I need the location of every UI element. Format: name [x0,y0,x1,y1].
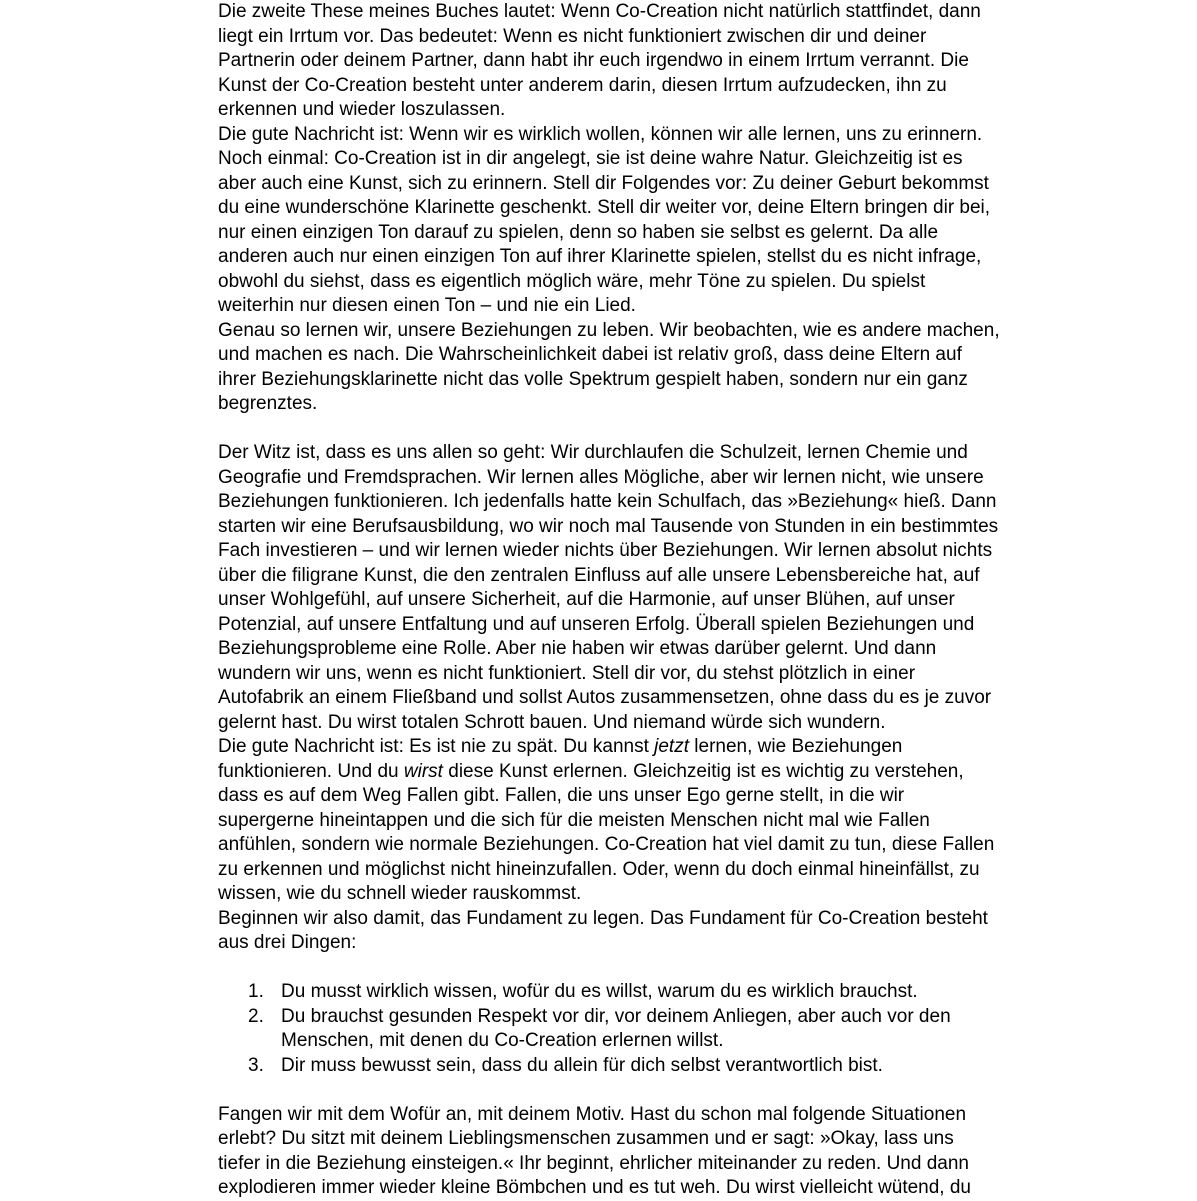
text-line: Beziehungsprobleme eine Rolle. Aber nie haben wir etwas darüber gelernt. Und dann [218,638,937,659]
text-line: Beginnen wir also damit, das Fundament zu legen. Das Fundament für Co-Creation besteht [218,907,988,929]
blank-line [218,956,1008,981]
text-line: wundern wir uns, wenn es nicht funktioniert. Stell dir vor, du stehst plötzlich in einer [218,662,916,684]
text-line: gelernt hast. Du wirst totalen Schrott bauen. Und niemand würde sich wundern. [218,711,886,733]
text-line: anderen auch nur einen einzigen Ton auf ihrer Klarinette spielen, stellst du es nicht infrage, [218,246,982,267]
text-line: begrenztes. [218,393,318,414]
list-item-1 [218,980,1008,1005]
list-item-text [281,1054,883,1079]
list-item-text [281,980,918,1005]
text-line: und machen es nach. Die Wahrscheinlichkeit dabei ist relativ groß, dass deine Eltern auf [218,344,962,365]
text-line: liegt ein Irrtum vor. Das bedeutet: Wenn es nicht funktioniert zwischen dir und deiner [218,25,927,47]
text-line: Fach investieren – und wir lernen wieder nichts über Beziehungen. Wir lernen absolut nichts [218,540,993,561]
text-line: Geografie und Fremdsprachen. Wir lernen alles Mögliche, aber wir lernen nicht, wie unsere [218,466,984,488]
paragraph-nie-zu-spaet [218,735,1008,907]
paragraph-genau-so-lernen [218,319,1008,417]
text-line: Die zweite These meines Buches lautet: Wenn Co-Creation nicht natürlich stattfindet, dann [218,1,981,22]
list-item-text [281,1005,951,1054]
text-line: Autofabrik an einem Fließband und sollst Autos zusammensetzen, ohne dass du es je zuvor [218,687,992,708]
text-line: Partnerin oder deinem Partner, dann habt ihr euch irgendwo in einem Irrtum verrannt. Die [218,50,969,71]
text-line: aus drei Dingen: [218,932,357,953]
text-line: Menschen, mit denen du Co-Creation erlernen willst. [281,1030,724,1051]
text-line: erlebt? Du sitzt mit deinem Lieblingsmenschen zusammen und er sagt: »Okay, lass uns [218,1128,954,1149]
text-line: funktionieren. Und du wirst diese Kunst erlernen. Gleichzeitig ist es wichtig zu verstehen, [218,760,964,782]
text-line: Potenzial, auf unsere Entfaltung und auf unseren Erfolg. Überall spielen Beziehungen und [218,613,975,635]
text-line: Die gute Nachricht ist: Es ist nie zu spät. Du kannst jetzt lernen, wie Beziehungen [218,736,903,757]
text-line: aber auch eine Kunst, sich zu erinnern. Stell dir Folgendes vor: Zu deiner Geburt bekommst [218,172,989,194]
numbered-list [218,980,1008,1078]
text-line: ihrer Beziehungsklarinette nicht das volle Spektrum gespielt haben, sondern nur ein ganz [218,368,968,390]
text-line: Die gute Nachricht ist: Wenn wir es wirklich wollen, können wir alle lernen, uns zu erinnern. [218,123,983,145]
text-line: obwohl du siehst, dass es eigentlich möglich wäre, mehr Töne zu spielen. Du spielst [218,270,926,292]
text-line: Genau so lernen wir, unsere Beziehungen zu leben. Wir beobachten, wie es andere machen, [218,319,1000,341]
text-line: weiterhin nur diesen einen Ton – und nie ein Lied. [218,295,636,316]
text-line: anfühlen, sondern wie normale Beziehungen. Co-Creation hat viel damit zu tun, diese Fallen [218,834,995,855]
paragraph-wofuer-motiv [218,1103,1008,1201]
text-line: dass es auf dem Weg Fallen gibt. Fallen, die uns unser Ego gerne stellt, in die wir [218,785,905,806]
text-column [218,0,1008,1201]
text-line: erkennen und wieder loszulassen. [218,99,506,120]
text-line: Fangen wir mit dem Wofür an, mit deinem Motiv. Hast du schon mal folgende Situationen [218,1103,967,1125]
blank-line [218,417,1008,442]
list-item-3 [218,1054,1008,1079]
text-line: nur einen einzigen Ton darauf zu spielen, denn so haben sie selbst es gelernt. Da alle [218,221,939,243]
text-line: zu erkennen und möglichst nicht hineinzufallen. Oder, wenn du doch einmal hineinfällst, zu [218,858,980,880]
paragraph-fundament [218,907,1008,956]
text-line: Kunst der Co-Creation besteht unter anderem darin, diesen Irrtum aufzudecken, ihn zu [218,74,947,96]
text-line: Noch einmal: Co-Creation ist in dir angelegt, sie ist deine wahre Natur. Gleichzeitig ist es [218,148,963,169]
text-line: explodieren immer wieder kleine Bömbchen und es tut weh. Du wirst vielleicht wütend, du [218,1177,971,1198]
list-number: 2. [248,1005,264,1027]
text-line: du eine wunderschöne Klarinette geschenkt. Stell dir weiter vor, deine Eltern bringen dir bei, [218,197,991,218]
text-line: starten wir eine Berufsausbildung, wo wir noch mal Tausende von Stunden in ein bestimmtes [218,515,999,537]
text-line: Du musst wirklich wissen, wofür du es willst, warum du es wirklich brauchst. [281,981,918,1002]
list-number: 3. [248,1054,264,1076]
blank-line [218,1078,1008,1103]
text-line: Dir muss bewusst sein, dass du allein für dich selbst verantwortlich bist. [281,1054,883,1076]
paragraph-gute-nachricht-klarinette [218,123,1008,319]
text-line: Du brauchst gesunden Respekt vor dir, vor deinem Anliegen, aber auch vor den [281,1005,951,1027]
list-item-2 [218,1005,1008,1054]
text-line: Der Witz ist, dass es uns allen so geht: Wir durchlaufen die Schulzeit, lernen Chemie und [218,442,968,463]
text-line: Beziehungen funktionieren. Ich jedenfalls hatte kein Schulfach, das »Beziehung« hieß. Dann [218,491,997,512]
text-line: supergerne hineintappen und die sich für die meisten Menschen nicht mal wie Fallen [218,809,930,831]
text-line: unser Wohlgefühl, auf unsere Sicherheit, auf die Harmonie, auf unser Blühen, auf unser [218,589,955,610]
text-line: wissen, wie du schnell wieder rauskommst. [218,883,582,904]
paragraph-these-irrtum [218,0,1008,123]
text-line: über die filigrane Kunst, die den zentralen Einfluss auf alle unsere Lebensbereiche hat, auf [218,564,980,586]
list-number: 1. [248,981,264,1002]
paragraph-der-witz [218,441,1008,735]
text-line: tiefer in die Beziehung einsteigen.« Ihr beginnt, ehrlicher miteinander zu reden. Und dann [218,1152,969,1174]
